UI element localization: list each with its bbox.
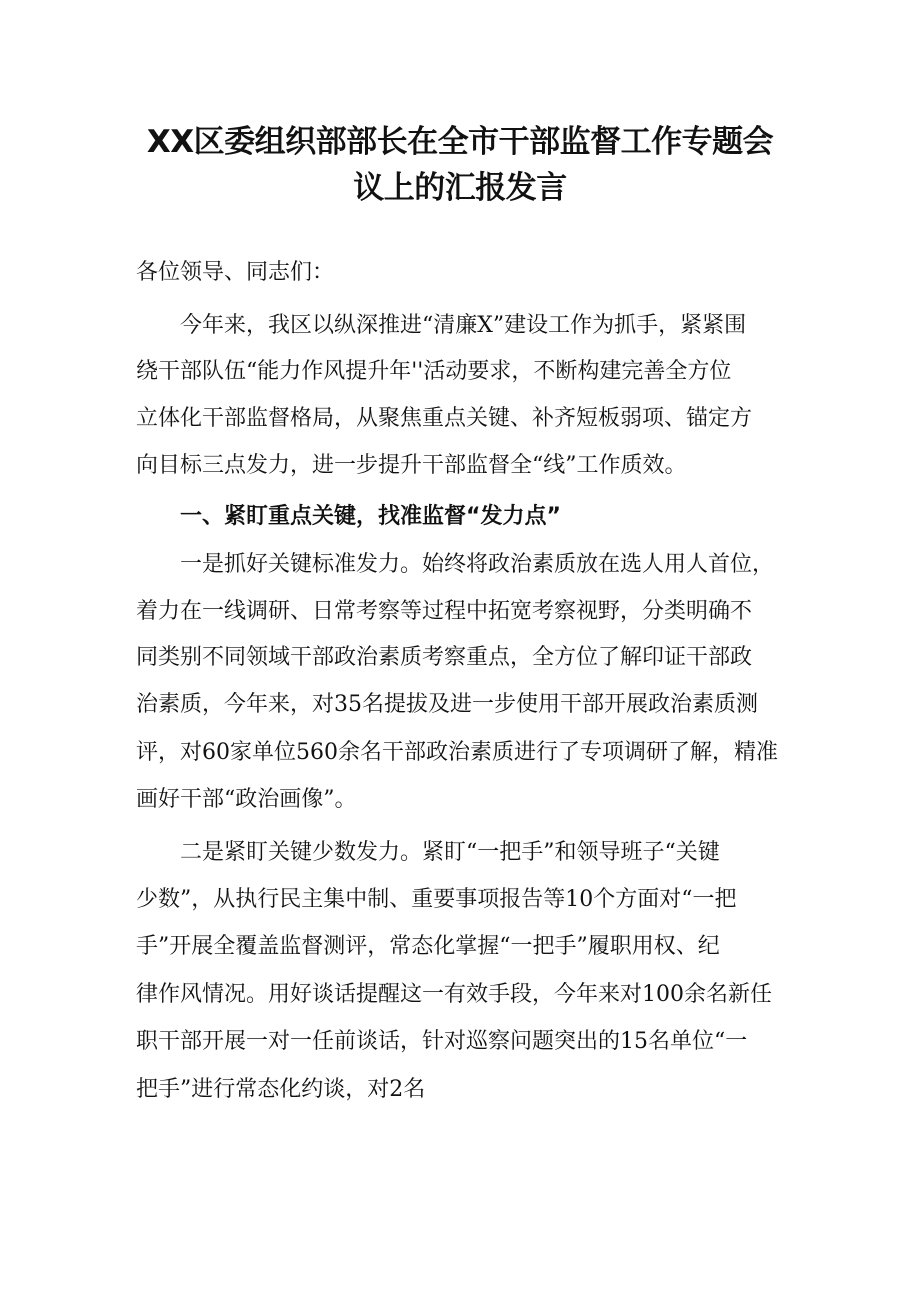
paragraph-line: 把手”进行常态化约谈，对2名 (136, 1077, 426, 1102)
salutation: 各位领导、同志们： (136, 260, 335, 285)
intro-line: 今年来，我区以纵深推进“清廉X”建设工作为抓手，紧紧围 (180, 313, 747, 338)
paragraph-line: 着力在一线调研、日常考察等过程中拓宽考察视野，分类明确不 (136, 599, 753, 624)
paragraph-line: 一是抓好关键标准发力。始终将政治素质放在选人用人首位， (180, 552, 775, 577)
paragraph-line: 治素质，今年来，对35名提拔及进一步使用干部开展政治素质测 (136, 692, 758, 717)
intro-line: 向目标三点发力，进一步提升干部监督全“线”工作质效。 (136, 453, 687, 478)
section-heading: 一、紧盯重点关键，找准监督“发力点” (180, 504, 561, 529)
intro-line: 立体化干部监督格局，从聚焦重点关键、补齐短板弱项、锚定方 (136, 406, 753, 431)
paragraph-line: 画好干部“政治画像”。 (136, 787, 357, 812)
paragraph-line: 评，对60家单位560余名干部政治素质进行了专项调研了解，精准 (136, 740, 778, 765)
paragraph-line: 少数”，从执行民主集中制、重要事项报告等10个方面对“一把 (136, 887, 737, 912)
paragraph-line: 同类别不同领域干部政治素质考察重点，全方位了解印证干部政 (136, 645, 753, 670)
intro-line: 绕干部队伍“能力作风提升年''活动要求，不断构建完善全方位 (136, 359, 732, 384)
document-title-line-1: XX区委组织部部长在全市干部监督工作专题会 (146, 124, 774, 160)
paragraph-line: 手”开展全覆盖监督测评，常态化掌握“一把手”履职用权、纪 (136, 934, 720, 959)
paragraph-line: 职干部开展一对一任前谈话，针对巡察问题突出的15名单位“一 (136, 1029, 748, 1054)
paragraph-line: 二是紧盯关键少数发力。紧盯“一把手”和领导班子“关键 (180, 840, 720, 865)
document-title-line-2: 议上的汇报发言 (353, 170, 567, 206)
paragraph-line: 律作风情况。用好谈话提醒这一有效手段，今年来对100余名新任 (136, 982, 772, 1007)
